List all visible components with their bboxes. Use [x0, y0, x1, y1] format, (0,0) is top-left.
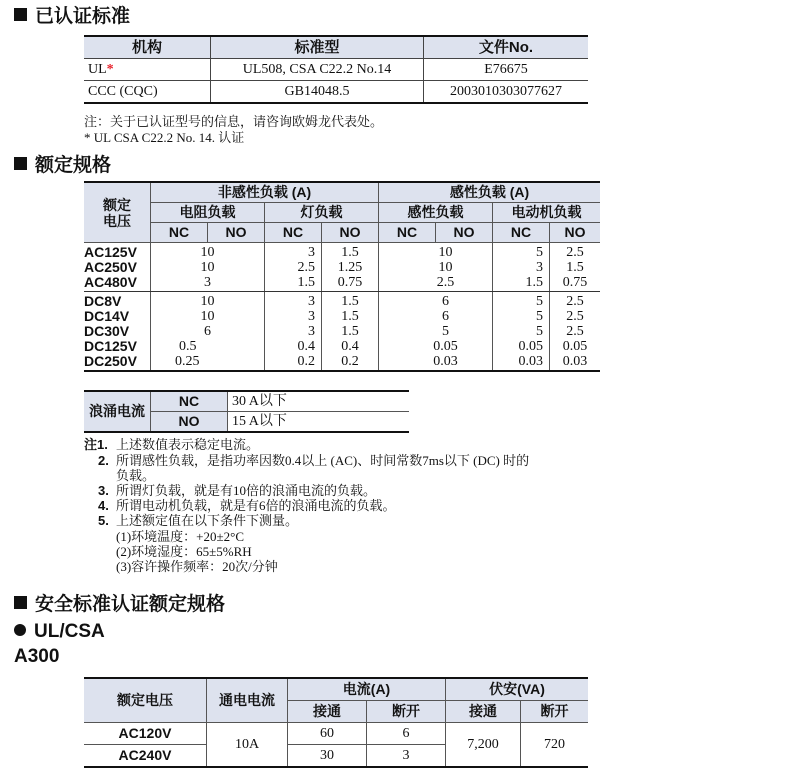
col-header-make: 接通 [288, 701, 367, 723]
break-current-cell: 6 [367, 723, 446, 745]
square-bullet-icon [14, 596, 27, 609]
standard-cell: GB14048.5 [211, 81, 424, 104]
col-header-nc: NC [379, 223, 436, 243]
file-no-cell: 2003010303077627 [424, 81, 589, 104]
note-number: 5. [98, 513, 109, 528]
sub-heading-ul-csa: UL/CSA [14, 621, 105, 643]
table-row [84, 391, 409, 412]
col-header-no: NO [550, 223, 601, 243]
agency-cell: CCC (CQC) [84, 81, 211, 104]
inrush-label: 浪涌电流 [84, 391, 151, 432]
table-header-row [84, 203, 600, 223]
inrush-key-nc: NC [151, 391, 228, 412]
note-text: 上述数值表示稳定电流。 [116, 437, 260, 452]
break-current-cell: 3 [367, 745, 446, 768]
dc-resistive-cell: 10 10 6 0.5 0.25 [151, 292, 265, 372]
dc-lamp-nc-cell: 3 3 3 0.4 0.2 [265, 292, 322, 372]
col-header-current: 电流(A) [288, 678, 446, 701]
note-text: 上述额定值在以下条件下测量。 [116, 513, 299, 528]
col-header-motor: 电动机负载 [493, 203, 601, 223]
table-header-row [84, 36, 588, 59]
col-header-no: NO [322, 223, 379, 243]
standard-cell: UL508, CSA C22.2 No.14 [211, 59, 424, 81]
col-header-inductive: 感性负载 [379, 203, 493, 223]
dc-voltage-cell: DC8V DC14V DC30V DC125V DC250V [84, 292, 151, 372]
square-bullet-icon [14, 8, 27, 21]
va-break-cell: 720 [521, 723, 589, 768]
voltage-cell: AC120V [84, 723, 207, 745]
col-header-ind: 感性负载 (A) [379, 182, 601, 203]
file-no-cell: E76675 [424, 59, 589, 81]
rated-specs-table [84, 181, 600, 372]
col-header-resistive: 电阻负载 [151, 203, 265, 223]
col-header-agency: 机构 [84, 36, 211, 59]
ul-asterisk-icon: * [106, 62, 114, 77]
col-header-standard: 标准型 [211, 36, 424, 59]
circle-bullet-icon [14, 624, 26, 636]
note-text: 所谓电动机负载，就是有6倍的浪涌电流的负载。 [116, 498, 396, 513]
inrush-value-nc: 30 A以下 [228, 391, 410, 412]
col-header-va-break: 断开 [521, 701, 589, 723]
note-number: 注1. [84, 437, 108, 452]
ul-csa-note: * UL CSA C22.2 No. 14. 认证 [84, 130, 245, 145]
ac-motor-nc-cell: 5 3 1.5 [493, 243, 550, 292]
col-header-no: NO [208, 223, 265, 243]
condition-text: (3)容许操作频率：20次/分钟 [116, 559, 278, 574]
dc-lamp-no-cell: 1.5 1.5 1.5 0.4 0.2 [322, 292, 379, 372]
inrush-current-table [84, 390, 409, 433]
col-header-nonind: 非感性负载 (A) [151, 182, 379, 203]
make-current-cell: 30 [288, 745, 367, 768]
col-header-no: NO [436, 223, 493, 243]
table-header-row [84, 223, 600, 243]
col-header-nc: NC [151, 223, 208, 243]
col-header-break: 断开 [367, 701, 446, 723]
note-number: 4. [98, 498, 109, 513]
voltage-cell: AC240V [84, 745, 207, 768]
col-header-va: 伏安(VA) [446, 678, 589, 701]
inrush-key-no: NO [151, 412, 228, 433]
dc-motor-nc-cell: 5 5 5 0.05 0.03 [493, 292, 550, 372]
table-row-ac [84, 243, 600, 292]
col-header-file-no: 文件No. [424, 36, 589, 59]
table-row [84, 81, 588, 104]
col-header-lamp: 灯负载 [265, 203, 379, 223]
section-heading-certified: 已认证标准 [14, 6, 130, 28]
col-header-voltage: 额定电压 [84, 678, 207, 723]
ac-inductive-cell: 10 10 2.5 [379, 243, 493, 292]
col-header-rated-voltage: 额定电压 [84, 182, 151, 243]
ac-motor-no-cell: 2.5 1.5 0.75 [550, 243, 601, 292]
table-row-dc [84, 292, 600, 372]
ac-voltage-cell: AC125V AC250V AC480V [84, 243, 151, 292]
ac-lamp-no-cell: 1.5 1.25 0.75 [322, 243, 379, 292]
col-header-va-make: 接通 [446, 701, 521, 723]
va-make-cell: 7,200 [446, 723, 521, 768]
section-heading-rated: 额定规格 [14, 155, 111, 177]
certified-note: 注：关于已认证型号的信息，请咨询欧姆龙代表处。 [84, 114, 384, 129]
condition-text: (1)环境温度：+20±2°C [116, 529, 244, 544]
condition-text: (2)环境湿度：65±5%RH [116, 544, 252, 559]
col-header-nc: NC [493, 223, 550, 243]
table-row [84, 723, 588, 745]
certified-standards-table [84, 35, 588, 104]
note-number: 2. [98, 453, 109, 468]
safety-ratings-table [84, 677, 588, 768]
col-header-carry: 通电电流 [207, 678, 288, 723]
col-header-nc: NC [265, 223, 322, 243]
make-current-cell: 60 [288, 723, 367, 745]
ac-lamp-nc-cell: 3 2.5 1.5 [265, 243, 322, 292]
inrush-value-no: 15 A以下 [228, 412, 410, 433]
note-number: 3. [98, 483, 109, 498]
carry-current-cell: 10A [207, 723, 288, 768]
table-header-row [84, 182, 600, 203]
ac-resistive-cell: 10 10 3 [151, 243, 265, 292]
dc-inductive-cell: 6 6 5 0.05 0.03 [379, 292, 493, 372]
rating-code: A300 [14, 646, 60, 667]
note-text: 所谓感性负载，是指功率因数0.4以上 (AC)、时间常数7ms以下 (DC) 时的 [116, 453, 530, 468]
table-header-row [84, 678, 588, 701]
table-row [84, 59, 588, 81]
dc-motor-no-cell: 2.5 2.5 2.5 0.05 0.03 [550, 292, 601, 372]
note-text: 负载。 [116, 468, 156, 483]
agency-cell: UL* [84, 59, 211, 81]
section-heading-safety: 安全标准认证额定规格 [14, 594, 225, 616]
note-text: 所谓灯负载，就是有10倍的浪涌电流的负载。 [116, 483, 377, 498]
square-bullet-icon [14, 157, 27, 170]
